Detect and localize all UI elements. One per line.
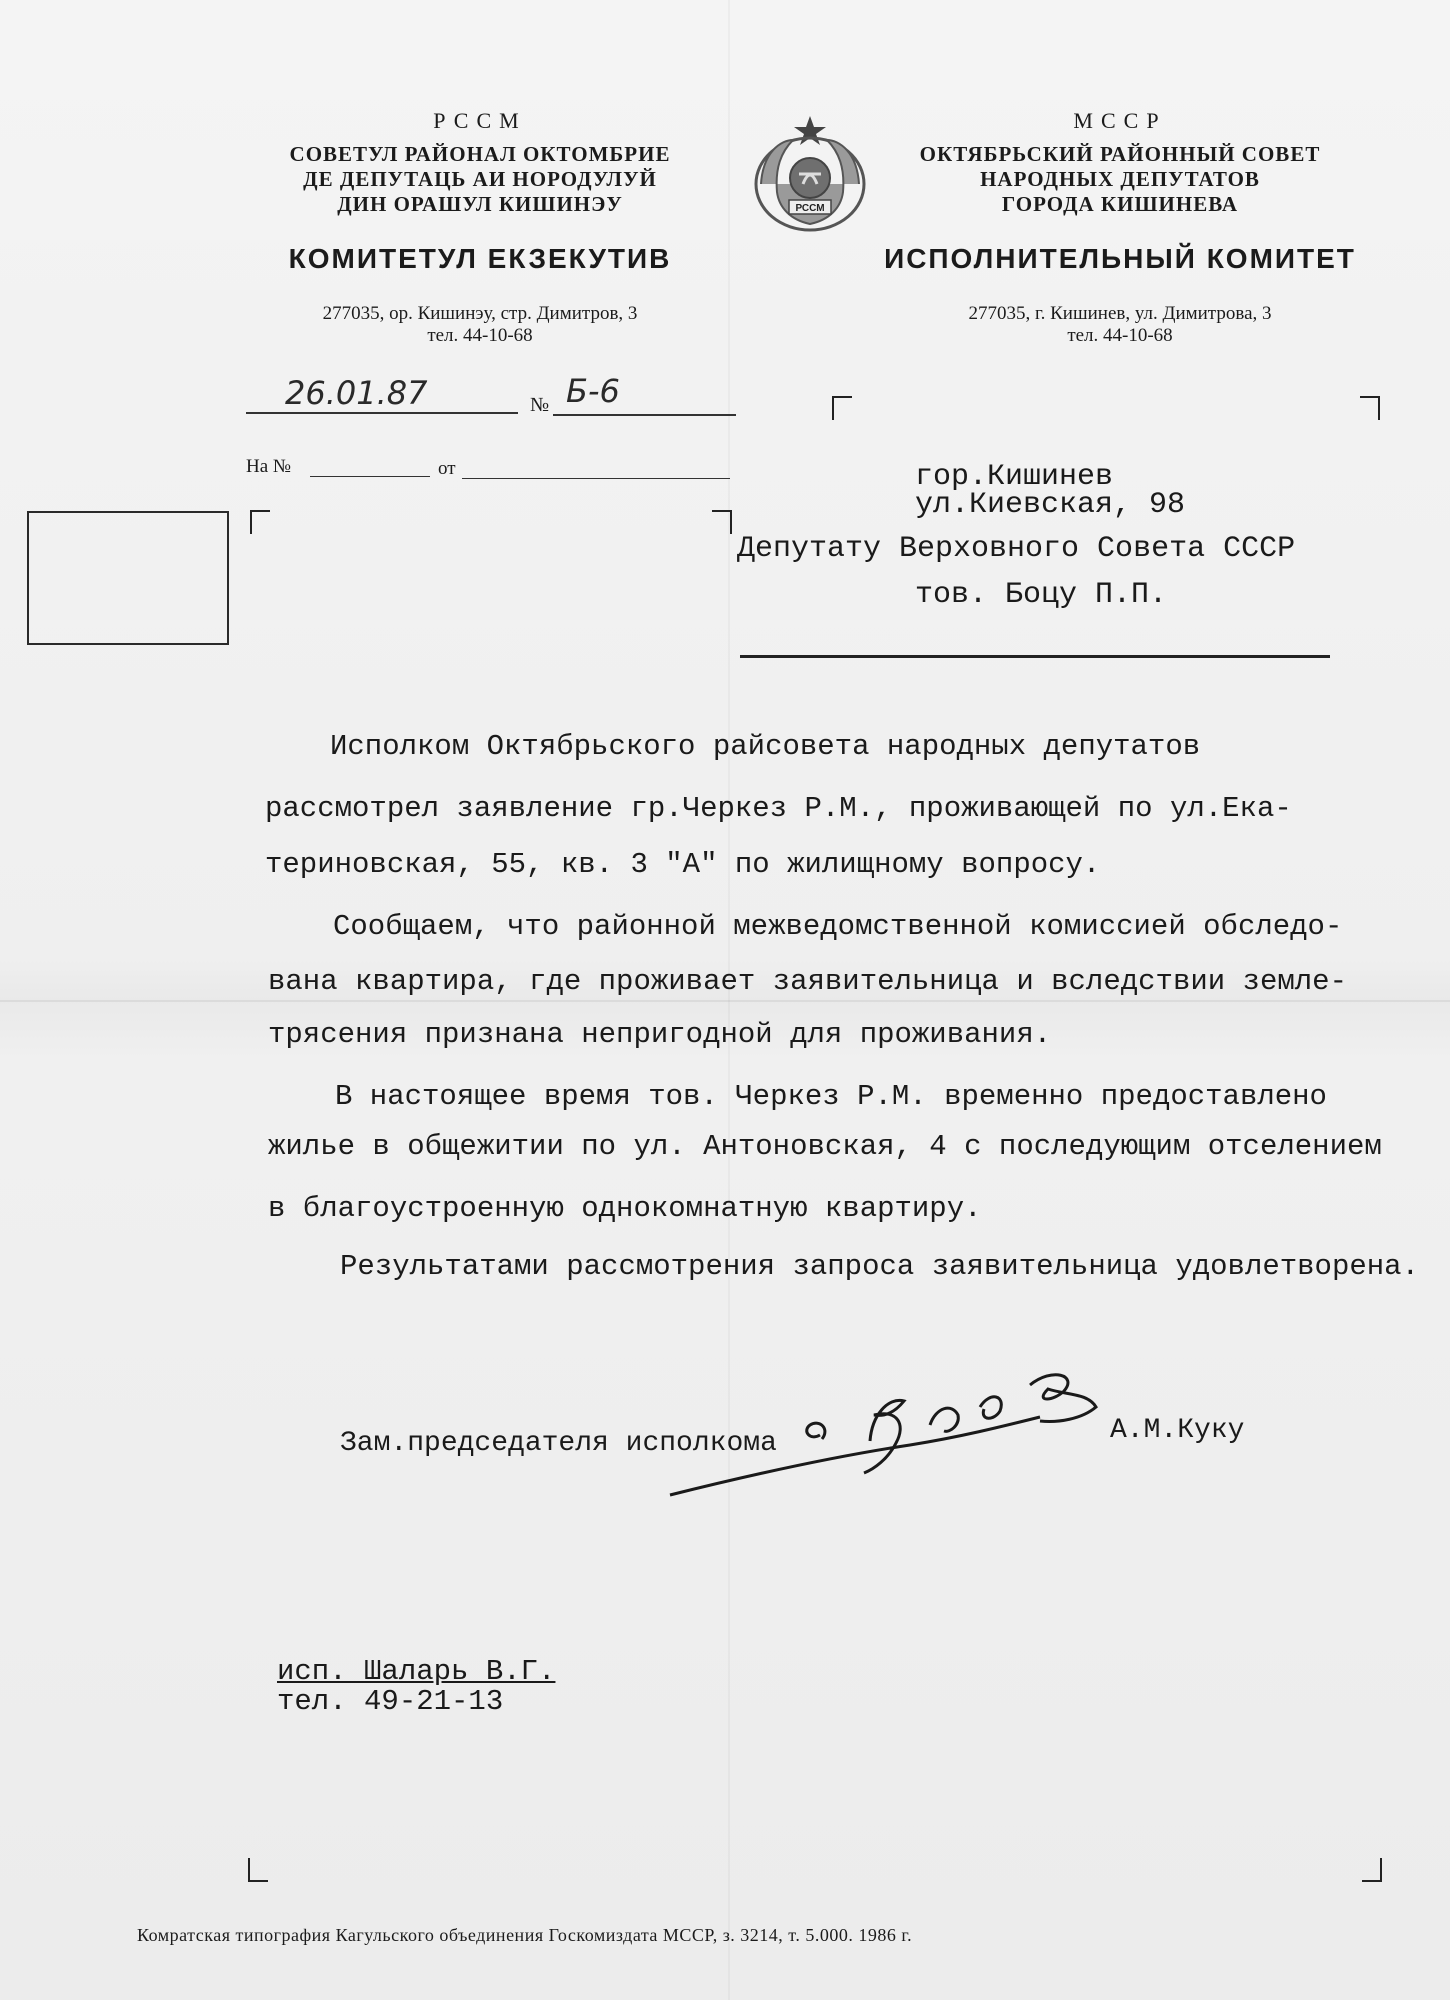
recipient-city: гор.Кишинев — [915, 460, 1114, 494]
reference-from-label: от — [438, 458, 456, 479]
header-right-line-3: ГОРОДА КИШИНЕВА — [1001, 192, 1239, 216]
corner-mark — [832, 396, 852, 420]
body-line-6: трясения признана непригодной для проживания. — [268, 1018, 1052, 1051]
header-right — [880, 108, 1360, 347]
reference-no-underline — [310, 476, 430, 477]
body-line-7: В настоящее время тов. Черкез Р.М. временно предоставлено — [335, 1080, 1327, 1113]
emblem-text: РССМ — [795, 203, 825, 214]
header-left-committee: КОМИТЕТУЛ ЕКЗЕКУТИВ — [288, 243, 672, 274]
printer-imprint: Комратская типография Кагульского объединения Госкомиздата МССР, з. 3214, т. 5.000. 1986 г. — [137, 1925, 913, 1945]
header-right-address: 277035, г. Кишинев, ул. Димитрова, 3 — [968, 303, 1272, 324]
registration-box — [27, 511, 229, 645]
number-underline — [553, 414, 736, 416]
header-left-line-1: СОВЕТУЛ РАЙОНАЛ ОКТОМБРИЕ — [289, 142, 671, 166]
body-line-9: в благоустроенную однокомнатную квартиру. — [268, 1192, 982, 1225]
outgoing-number: Б-6 — [566, 372, 620, 410]
executor-phone: тел. 49-21-13 — [277, 1685, 504, 1718]
handwritten-signature — [660, 1345, 1140, 1505]
recipient-name: тов. Боцу П.П. — [915, 578, 1168, 612]
header-left-phone: тел. 44-10-68 — [427, 325, 533, 346]
corner-mark — [712, 510, 732, 534]
reference-no-label: На № — [246, 456, 292, 477]
body-line-3: териновская, 55, кв. 3 "А" по жилищному вопросу. — [265, 848, 1101, 881]
header-right-line-1: ОКТЯБРЬСКИЙ РАЙОННЫЙ СОВЕТ — [919, 142, 1321, 166]
recipient-title: Депутату Верховного Совета СССР — [737, 532, 1296, 566]
date-underline — [246, 412, 518, 414]
body-line-1: Исполком Октябрьского райсовета народных депутатов — [330, 730, 1201, 763]
body-line-4: Сообщаем, что районной межведомственной комиссией обследо- — [333, 910, 1343, 943]
header-left-line-3: ДИН ОРАШУЛ КИШИНЭУ — [337, 192, 623, 216]
fold-line-vertical — [728, 0, 730, 2000]
header-left-line-2: ДЕ ДЕПУТАЦЬ АИ НОРОДУЛУЙ — [303, 167, 657, 191]
header-right-line-2: НАРОДНЫХ ДЕПУТАТОВ — [980, 167, 1260, 191]
body-line-2: рассмотрел заявление гр.Черкез Р.М., проживающей по ул.Ека- — [265, 792, 1292, 825]
body-line-8: жилье в общежитии по ул. Антоновская, 4 с последующим отселением — [268, 1130, 1382, 1163]
recipient-rule — [740, 655, 1330, 658]
signature-name: А.М.Куку — [1110, 1415, 1245, 1446]
signature-position: Зам.председателя исполкома — [340, 1428, 777, 1459]
corner-mark — [1360, 396, 1380, 420]
fold-line-horizontal — [0, 1000, 1450, 1002]
header-right-committee: ИСПОЛНИТЕЛЬНЫЙ КОМИТЕТ — [884, 243, 1356, 274]
header-left-republic: РССМ — [433, 108, 527, 133]
corner-mark — [1362, 1858, 1382, 1882]
number-label: № — [530, 394, 550, 416]
corner-mark — [248, 1858, 268, 1882]
body-line-10: Результатами рассмотрения запроса заявительница удовлетворена. — [340, 1250, 1419, 1283]
recipient-street: ул.Киевская, 98 — [915, 488, 1186, 522]
header-right-republic: МССР — [1073, 108, 1167, 133]
executor-name: исп. Шаларь В.Г. — [277, 1655, 556, 1688]
body-line-5: вана квартира, где проживает заявительница и вследствии земле- — [268, 965, 1347, 998]
outgoing-date: 26.01.87 — [285, 374, 428, 412]
corner-mark — [250, 510, 270, 534]
coat-of-arms-icon — [751, 112, 869, 234]
reference-from-underline — [462, 478, 730, 479]
header-right-phone: тел. 44-10-68 — [1067, 325, 1173, 346]
header-left-address: 277035, ор. Кишинэу, стр. Димитров, 3 — [322, 303, 638, 324]
header-left — [260, 108, 700, 347]
